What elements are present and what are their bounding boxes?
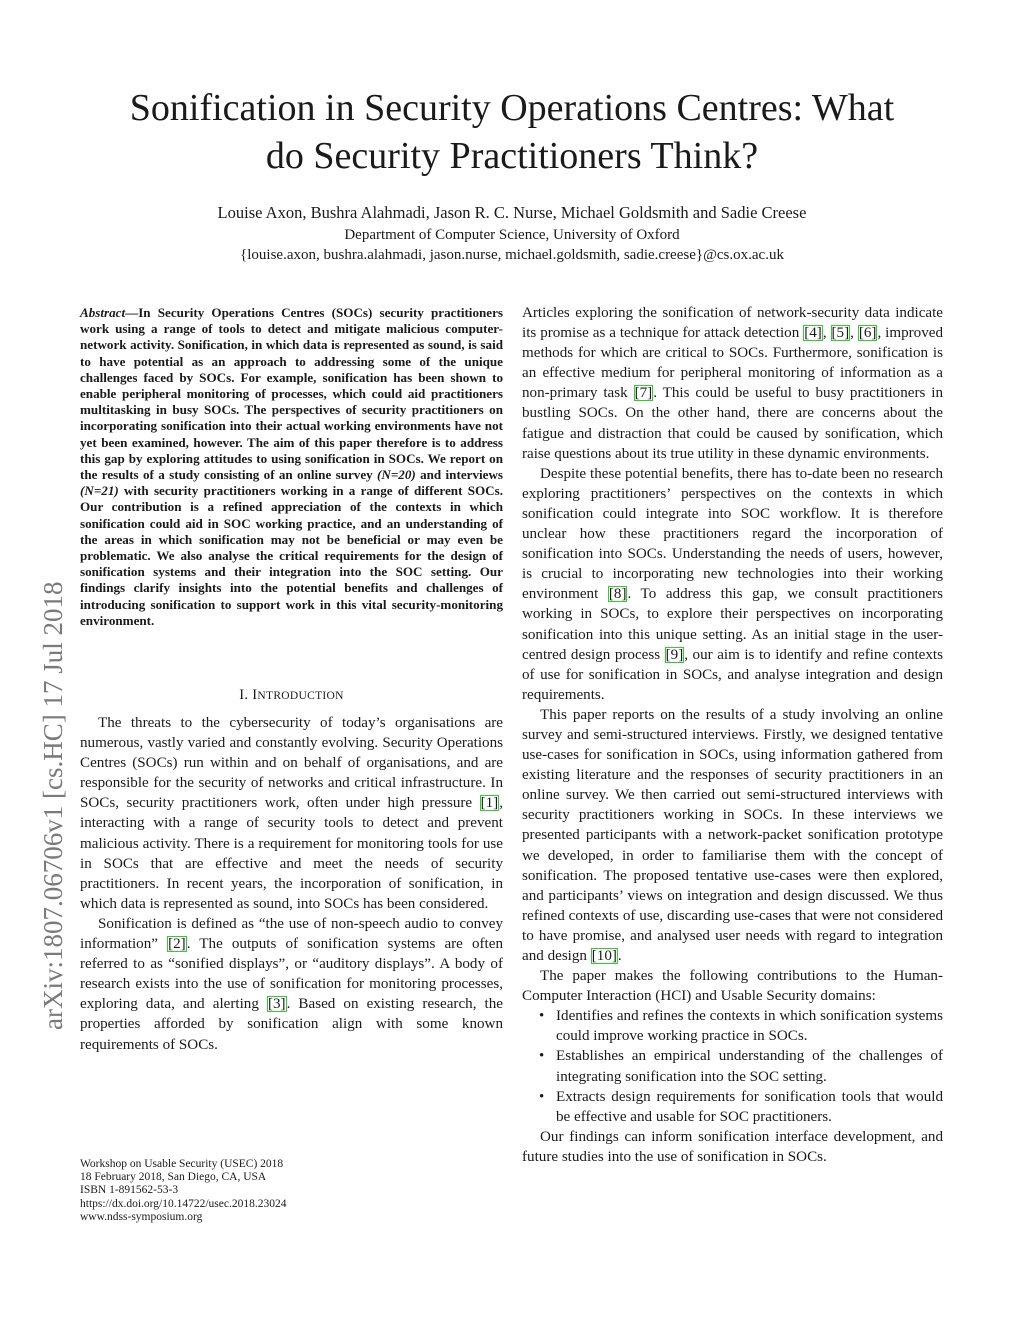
text-run: . This could be useful to busy practitioners in bustling SOCs. On the other hand, there are concerns about the fatigue and distraction that could be caused by sonification, which raise questions about its true utility in these dynamic environments.	[522, 385, 944, 462]
list-item: • Extracts design requirements for sonification tools that would be effective and usable for SOC practitioners.	[556, 1087, 943, 1127]
abstract-text-1: In Security Operations Centres (SOCs) security practitioners work using a range of tools to detect and mitigate malicious computer-network activity. Sonification, in which data is represented as sound, is said to have potential as an approach to addressing some of the unique challenges faced by SOCs. For example, sonification has been shown to enable peripheral monitoring of processes, which could aid practitioners multitasking in busy SOCs. The perspectives of security practitioners on incorporating sonification into their actual working environments have not yet been examined, however. The aim of this paper therefore is to address this gap by exploring attitudes to using sonification in SOCs. We report on the results of a study consisting of an online survey	[80, 305, 503, 483]
abstract-label: Abstract	[80, 305, 126, 320]
abstract-survey-n: (N=20)	[377, 467, 416, 483]
text-run: ,	[850, 325, 858, 342]
abstract-interview-n: (N=21)	[80, 483, 119, 499]
text-run: The threats to the cybersecurity of today’s organisations are numerous, vastly varied and constantly evolving. Security Operations Centres (SOCs) run within and on behalf of organisations, and are responsible for the security of networks and critical infrastructure. In SOCs, security practitioners work, often under high pressure	[80, 715, 503, 812]
title-line-1: Sonification in Security Operations Centres: What	[129, 87, 895, 129]
citation-link[interactable]: [8]	[608, 586, 627, 603]
text-run: This paper reports on the results of a study involving an online survey and semi-structured interviews. Firstly, we designed tentative use-cases for sonification in SOCs, using information gathered from existing literature and the responses of security practitioners in an online survey. We then carried out semi-structured interviews with security practitioners working in SOCs. In these interviews we presented participants with a network-packet sonification prototype we developed, in order to familiarise them with the concept of sonification. The proposed tentative use-cases were then explored, and participants’ views on integration and design discussed. We thus refined contexts of use, discarding use-cases that were not considered to have promise, and analysed user needs with regard to integration and design	[522, 706, 943, 964]
intro-paragraph	[80, 914, 503, 1055]
affiliation: Department of Computer Science, University of Oxford	[344, 227, 680, 243]
section-numeral: I.	[239, 687, 249, 703]
text-run: . Based on existing research, the properties afforded by sonification align with some known requirements of SOCs.	[80, 996, 503, 1053]
citation-link[interactable]: [1]	[480, 795, 499, 812]
text-run: , our aim is to identify and refine contexts of use for sonification in SOCs, and analyse integration and design requirements.	[522, 646, 943, 703]
list-item: • Identifies and refines the contexts in which sonification systems could improve working practice in SOCs.	[556, 1006, 943, 1046]
intro-paragraph: Our findings can inform sonification interface development, and future studies into the use of sonification in SOCs.	[522, 1128, 943, 1165]
abstract	[80, 305, 503, 629]
abstract-text-2: and interviews	[415, 467, 503, 483]
intro-paragraph	[522, 303, 943, 464]
section-title-cap: I	[252, 687, 258, 703]
citation-link[interactable]: [6]	[858, 325, 877, 342]
intro-paragraph: The paper makes the following contributions to the Human-Computer Interaction (HCI) and Usable Security domains:	[522, 968, 943, 1005]
intro-paragraph	[522, 705, 943, 966]
text-run: . To address this gap, we consult practitioners working in SOCs, to explore their perspectives on incorporating sonification into this unique setting. As an initial stage in the user-centred design process	[522, 586, 943, 663]
footnote-line: www.ndss-symposium.org	[80, 1210, 203, 1223]
citation-link[interactable]: [9]	[665, 646, 684, 663]
citation-link[interactable]: [5]	[831, 325, 850, 342]
footnote-line: Workshop on Usable Security (USEC) 2018	[80, 1158, 284, 1170]
paper-title	[60, 84, 964, 180]
author-list: Louise Axon, Bushra Alahmadi, Jason R. C. Nurse, Michael Goldsmith and Sadie Creese	[217, 203, 807, 222]
author-emails: {louise.axon, bushra.alahmadi, jason.nurse, michael.goldsmith, sadie.creese}@cs.ox.ac.uk	[240, 247, 784, 263]
text-run: , interacting with a range of security tools to detect and prevent malicious activity. There is a requirement for monitoring tools for use in SOCs that are effective and meet the needs of security practitioners. In recent years, the incorporation of sonification, in which data is represented as sound, into SOCs has been considered.	[80, 795, 503, 912]
citation-link[interactable]: [2]	[168, 936, 186, 953]
arxiv-stamp: arXiv:1807.06706v1 [cs.HC] 17 Jul 2018	[38, 581, 68, 1030]
conference-footnote	[80, 1158, 440, 1224]
title-line-2: do Security Practitioners Think?	[265, 135, 759, 177]
footnote-line: 18 February 2018, San Diego, CA, USA	[80, 1171, 267, 1184]
text-run: Articles exploring the sonification of network-security data indicate its promise as a technique for attack detection	[522, 305, 943, 342]
section-heading-introduction	[80, 687, 503, 704]
text-run: Despite these potential benefits, there has to-date been no research exploring practitioners’ perspectives on the contexts in which sonification could integrate into SOC workflow. It is therefore unclear how these practitioners regard the incorporation of sonification into SOCs. Understanding the needs of users, however, is crucial to incorporating new technologies into their working environment	[522, 465, 943, 603]
abstract-text-3: with security practitioners working in a range of different SOCs. Our contribution is a refined appreciation of the contexts in which sonification could aid in SOC working practice, and an understanding of the areas in which sonification may not be beneficial or may even be problematic. We also analyse the critical requirements for the design of sonification systems and their integration into the SOC setting. Our findings clarify insights into the potential benefits and challenges of introducing sonification to support work in this vital security-monitoring environment.	[80, 483, 503, 628]
citation-link[interactable]: [10]	[591, 948, 617, 964]
text-run: . The outputs of sonification systems are often referred to as “sonified displays”, or “auditory displays”. A body of research exists into the use of sonification for monitoring processes, exploring data, and alerting	[80, 936, 503, 1013]
text-run: ,	[822, 325, 831, 342]
introduction-right-column	[522, 303, 943, 1167]
citation-link[interactable]: [7]	[634, 385, 653, 402]
footnote-line: ISBN 1-891562-53-3	[80, 1184, 179, 1197]
section-title-rest: NTRODUCTION	[257, 690, 344, 702]
text-run: Sonification is defined as “the use of non-speech audio to convey information”	[80, 915, 503, 953]
footnote-doi: https://dx.doi.org/10.14722/usec.2018.23024	[80, 1197, 287, 1210]
text-run: , improved methods for which are critical to SOCs. Furthermore, sonification is an effective medium for peripheral monitoring of information as a non-primary task	[522, 325, 943, 402]
contributions-list	[522, 1006, 943, 1127]
intro-paragraph	[522, 464, 943, 705]
introduction-left-column	[80, 713, 503, 1055]
abstract-dash: —	[125, 305, 139, 320]
intro-paragraph	[80, 713, 503, 914]
text-run: .	[617, 948, 622, 964]
citation-link[interactable]: [3]	[267, 996, 286, 1013]
citation-link[interactable]: [4]	[804, 325, 822, 342]
list-item: • Establishes an empirical understanding of the challenges of integrating sonification into the SOC setting.	[556, 1046, 943, 1086]
